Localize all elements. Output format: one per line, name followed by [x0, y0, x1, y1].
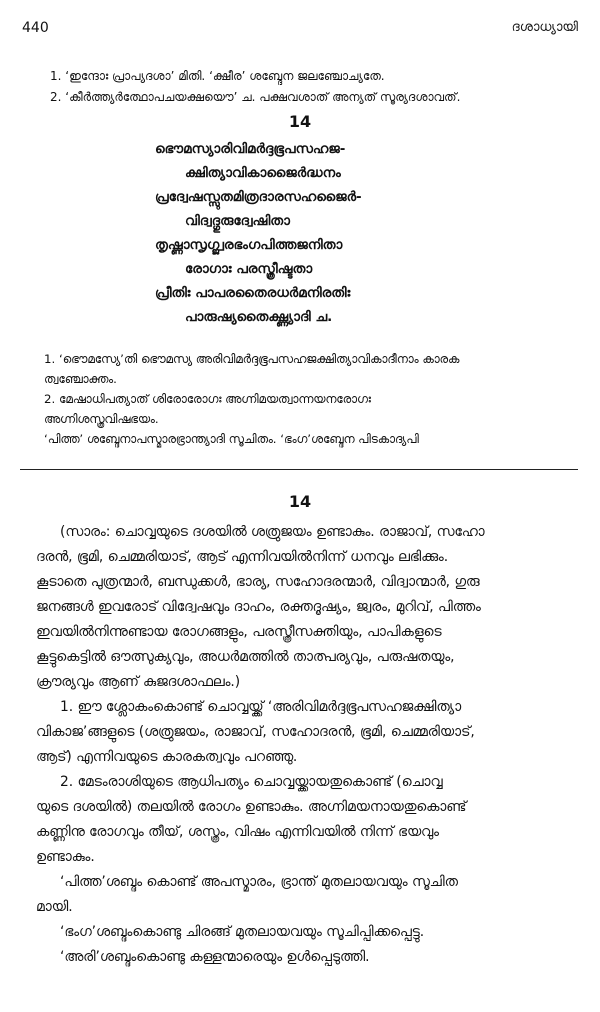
- text-line: യുടെ ദശയിൽ) തലയിൽ രോഗം ഉണ്ടാകും. അഗ്നിമയനായതുകൊണ്ട്: [36, 799, 467, 815]
- translation-text: [36, 520, 584, 970]
- text-line: ക്രൗര്യവും ആണ് കുജദശാഫലം.): [36, 674, 241, 690]
- note-line: ത്വഞ്ചോക്തം.: [44, 372, 117, 386]
- verse-line: വിദ്വദ്ഗുരുദ്വേഷിതാ: [185, 213, 290, 229]
- verse-line: ക്ഷിത്യാവികാജൈർദ്ധനം: [185, 165, 341, 181]
- verse-line: തൃഷ്ണാസൃഗ്ജ്വരഭംഗപിത്തജനിതാ: [155, 237, 343, 253]
- note-line: ‘പിത്ത’ ശബ്ദേനാപസ്മാരഭ്രാന്ത്യാദി സൂചിതം. ‘ഭംഗ’ശബ്ദേന പിടകാദ്യപി: [44, 432, 419, 446]
- text-line: ജനങ്ങൾ ഇവരോട് വിദ്വേഷവും ദാഹം, രക്തദൂഷ്യം, ജ്വരം, മുറിവ്, പിത്തം: [36, 599, 481, 615]
- text-line: കൂടാതെ പുത്രന്മാർ, ബന്ധുക്കൾ, ഭാര്യ, സഹോദരന്മാർ, വിദ്വാന്മാർ, ഗുരു: [36, 574, 480, 590]
- verse-line: പ്രദ്വേഷസ്സുതമിത്രദാരസഹജൈർ-: [155, 189, 362, 205]
- text-line: മായി.: [36, 899, 73, 915]
- verse-line: രോഗാഃ പരസ്ത്രീഷ്ടതാ: [185, 261, 313, 277]
- section-divider: [20, 469, 578, 470]
- text-line: ‘ഭംഗ’ശബ്ദംകൊണ്ടു ചിരങ്ങ് മുതലായവയും സൂചിപ്പിക്കപ്പെട്ടു.: [60, 924, 425, 940]
- text-line: ഇവയിൽനിന്നുണ്ടായ രോഗങ്ങളും, പരസ്ത്രീസക്തിയും, പാപികളുടെ: [36, 624, 442, 640]
- top-notes: [50, 66, 580, 108]
- verse-line: ഭൌമസ്യാരിവിമർദ്ദഭൂപസഹജ-: [155, 141, 346, 157]
- text-line: 2. മേടംരാശിയുടെ ആധിപത്യം ചൊവ്വയ്ക്കായതുകൊണ്ട് (ചൊവ്വ: [60, 774, 443, 790]
- text-line: ‘പിത്ത’ശബ്ദം കൊണ്ട് അപസ്മാരം, ഭ്രാന്ത് മുതലായവയും സൂചിത: [60, 874, 458, 890]
- note-line: 1. ‘ഭൌമസ്യേ’തി ഭൌമസ്യ അരിവിമർദ്ദഭൂപസഹജക്ഷിത്യാവികാദീനാം കാരക: [44, 352, 460, 366]
- text-line: ഉണ്ടാകും.: [36, 849, 95, 865]
- top-note: 1. ‘ഇന്ദോഃ പ്രാപ്യദശാ’ മിതി. ‘ക്ഷീര’ ശബ്ദേന ജലഞ്ചോച്യതേ.: [50, 69, 385, 83]
- verse-line: പാരുഷ്യതൈക്ഷ്ണ്യാദി ച.: [185, 309, 333, 325]
- text-line: കണ്ണിനു രോഗവും തീയ്, ശസ്ത്രം, വിഷം എന്നിവയിൽ നിന്ന് ഭയവും: [36, 824, 439, 840]
- note-line: അഗ്നിശസ്ത്രവിഷഭയം.: [44, 412, 159, 426]
- verse-number: 14: [288, 112, 312, 131]
- sanskrit-verse: [155, 137, 575, 329]
- text-line: കൂട്ടുകെട്ടിൽ ഔത്സുക്യവും, അധർമത്തിൽ താത്പര്യവും, പരുഷതയും,: [36, 649, 455, 665]
- verse-line: പ്രീതിഃ പാപരതൈരധർമനിരതിഃ: [155, 285, 351, 301]
- running-title: ദശാധ്യായി: [511, 20, 578, 35]
- text-line: ‘അരി’ശബ്ദംകൊണ്ടു കള്ളന്മാരെയും ഉൾപ്പെടുത്തി.: [60, 949, 370, 965]
- text-line: ആട്) എന്നിവയുടെ കാരകത്വവും പറഞ്ഞു.: [36, 749, 298, 765]
- text-line: വികാജ’ങ്ങളുടെ (ശത്രുജയം, രാജാവ്, സഹോദരൻ, ഭൂമി, ചെമ്മരിയാട്,: [36, 724, 475, 740]
- commentary-notes: [44, 349, 584, 449]
- text-line: 1. ഈ ശ്ലോകംകൊണ്ട് ചൊവ്വയ്ക്ക് ‘അരിവിമർദ്ദഭൂപസഹജക്ഷിത്യാ: [60, 699, 462, 715]
- note-line: 2. മേഷാധിപത്യാത് ശിരോരോഗഃ അഗ്നിമയത്വാന്നയനരോഗഃ: [44, 392, 371, 406]
- page-number: 440: [22, 20, 49, 36]
- section-number: 14: [288, 492, 312, 511]
- text-line: ദരൻ, ഭൂമി, ചെമ്മരിയാട്, ആട് എന്നിവയിൽനിന്ന് ധനവും ലഭിക്കും.: [36, 549, 449, 565]
- text-line: (സാരം: ചൊവ്വയുടെ ദശയിൽ ശത്രുജയം ഉണ്ടാകും. രാജാവ്, സഹോ: [60, 524, 485, 540]
- top-note: 2. ‘കീർത്ത്യർത്ഥോപചയക്ഷയൌ’ ച. പക്ഷവശാത് അന്യത് സൂര്യദശാവത്.: [50, 90, 461, 104]
